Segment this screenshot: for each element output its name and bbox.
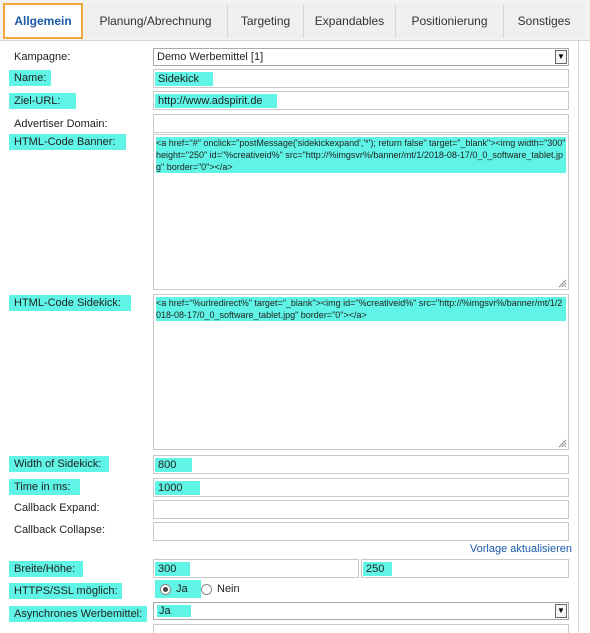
width-sidekick-label: Width of Sidekick: bbox=[14, 456, 109, 472]
advertiser-domain-field[interactable] bbox=[153, 114, 569, 133]
tab-allgemein[interactable]: Allgemein bbox=[3, 3, 83, 39]
async-label: Asynchrones Werbemittel: bbox=[14, 606, 147, 622]
kampagne-value: Demo Werbemittel [1] bbox=[157, 51, 264, 63]
https-label: HTTPS/SSL möglich: bbox=[14, 583, 122, 599]
width-sidekick-field[interactable]: 800 bbox=[153, 455, 569, 474]
html-banner-label: HTML-Code Banner: bbox=[14, 134, 126, 150]
https-nein-label: Nein bbox=[217, 583, 240, 595]
async-select[interactable] bbox=[153, 602, 569, 620]
tab-positionierung[interactable]: Positionierung bbox=[396, 4, 504, 38]
name-label: Name: bbox=[14, 70, 51, 86]
time-ms-label: Time in ms: bbox=[14, 479, 80, 495]
advertiser-domain-label: Advertiser Domain: bbox=[14, 118, 108, 130]
tab-targeting[interactable]: Targeting bbox=[228, 4, 304, 38]
breite-hoehe-label: Breite/Höhe: bbox=[14, 561, 83, 577]
tab-expandables[interactable]: Expandables bbox=[304, 4, 396, 38]
panel-border bbox=[578, 40, 579, 633]
html-sidekick-code: <a href="%urlredirect%" target="_blank"><img id="%creativeid%" src="http://%imgsvr%/banner/mt/1/2018-08-17/0_0_software_tablet.jpg" border="0"></a> bbox=[156, 297, 566, 321]
resize-grip-icon[interactable] bbox=[558, 279, 567, 288]
https-ja-label: Ja bbox=[176, 583, 188, 595]
next-field-partial bbox=[153, 624, 569, 633]
chevron-down-icon[interactable]: ▼ bbox=[555, 604, 567, 618]
ziel-url-label: Ziel-URL: bbox=[14, 93, 76, 109]
breite-field[interactable]: 300 bbox=[153, 559, 359, 578]
callback-collapse-label: Callback Collapse: bbox=[14, 524, 106, 536]
html-banner-code: <a href="#" onclick="postMessage('sidekickexpand','*'); return false" target="_blank"><img width="300" height="250" id="%creativeid%" src="http://%imgsvr%/banner/mt/1/2018-08-17/0_0_software_tablet.jpg" border="0"></a> bbox=[156, 138, 566, 172]
https-nein-radio[interactable] bbox=[201, 584, 212, 595]
https-ja-radio[interactable] bbox=[160, 584, 171, 595]
name-field[interactable]: Sidekick bbox=[153, 69, 569, 88]
resize-grip-icon[interactable] bbox=[558, 439, 567, 448]
callback-expand-label: Callback Expand: bbox=[14, 502, 100, 514]
tab-bar bbox=[0, 0, 590, 41]
async-value: Ja bbox=[157, 605, 191, 617]
tab-sonstiges[interactable]: Sonstiges bbox=[504, 4, 584, 38]
tab-planung-abrechnung[interactable]: Planung/Abrechnung bbox=[84, 4, 228, 38]
vorlage-aktualisieren-link[interactable]: Vorlage aktualisieren bbox=[469, 543, 572, 555]
kampagne-select[interactable] bbox=[153, 48, 569, 66]
ziel-url-field[interactable]: http://www.adspirit.de bbox=[153, 91, 569, 110]
hoehe-field[interactable]: 250 bbox=[361, 559, 569, 578]
time-ms-field[interactable]: 1000 bbox=[153, 478, 569, 497]
callback-collapse-field[interactable] bbox=[153, 522, 569, 541]
chevron-down-icon[interactable]: ▼ bbox=[555, 50, 567, 64]
html-sidekick-label: HTML-Code Sidekick: bbox=[14, 295, 131, 311]
html-sidekick-textarea[interactable] bbox=[153, 294, 569, 450]
html-banner-textarea[interactable] bbox=[153, 134, 569, 290]
kampagne-label: Kampagne: bbox=[14, 51, 71, 63]
callback-expand-field[interactable] bbox=[153, 500, 569, 519]
